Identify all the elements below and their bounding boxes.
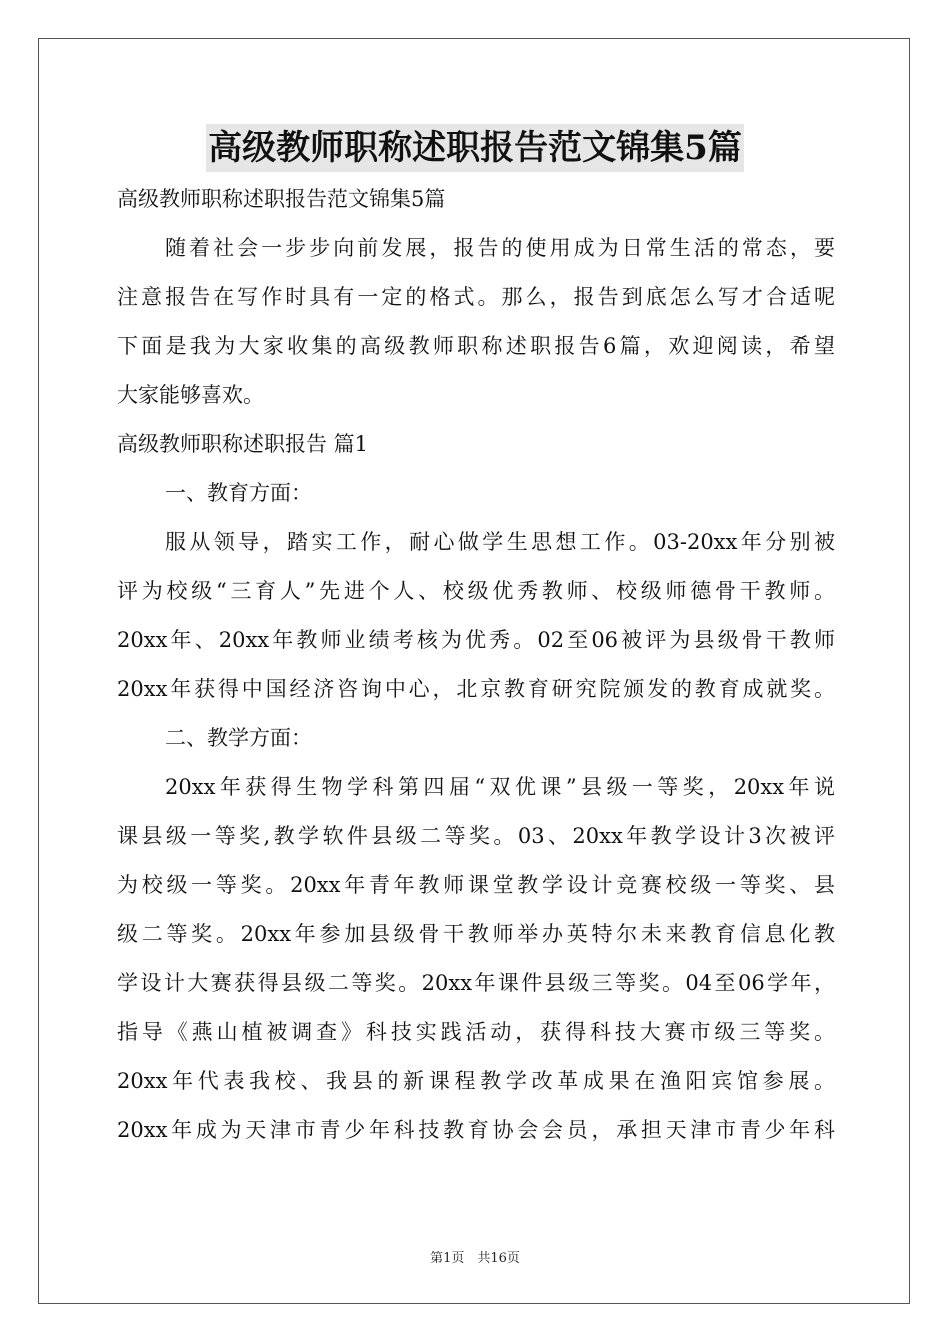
paragraph-line: 20xx年获得中国经济咨询中心，北京教育研究院颁发的教育成就奖。 xyxy=(117,677,835,701)
paragraph-line: 评为校级“三育人”先进个人、校级优秀教师、校级师德骨干教师。 xyxy=(117,579,835,603)
paragraph-line: 级二等奖。20xx年参加县级骨干教师举办英特尔未来教育信息化教 xyxy=(117,922,835,946)
paragraph-line: 学设计大赛获得县级二等奖。20xx年课件县级三等奖。04至06学年， xyxy=(117,971,835,995)
intro-line: 注意报告在写作时具有一定的格式。那么，报告到底怎么写才合适呢 xyxy=(117,285,835,309)
intro-line: 随着社会一步步向前发展，报告的使用成为日常生活的常态，要 xyxy=(165,236,835,260)
paragraph-line: 20xx年成为天津市青少年科技教育协会会员，承担天津市青少年科 xyxy=(117,1118,835,1142)
paragraph-line: 20xx年代表我校、我县的新课程教学改革成果在渔阳宾馆参展。 xyxy=(117,1069,835,1093)
paragraph-line: 20xx年获得生物学科第四届“双优课”县级一等奖，20xx年说 xyxy=(165,775,835,799)
page-footer: 第1页 共16页 xyxy=(430,1251,520,1266)
paragraph-line: 课县级一等奖,教学软件县级二等奖。03、20xx年教学设计3次被评 xyxy=(117,824,835,848)
document-body xyxy=(117,175,835,1155)
document-title: 高级教师职称述职报告范文锦集5篇 xyxy=(206,124,744,172)
intro-line: 大家能够喜欢。 xyxy=(117,383,264,407)
paragraph-line: 指导《燕山植被调查》科技实践活动，获得科技大赛市级三等奖。 xyxy=(117,1020,835,1044)
paragraph-line: 20xx年、20xx年教师业绩考核为优秀。02至06被评为县级骨干教师 xyxy=(117,628,835,652)
paragraph-line: 为校级一等奖。20xx年青年教师课堂教学设计竞赛校级一等奖、县 xyxy=(117,873,835,897)
section-heading: 二、教学方面： xyxy=(165,726,312,750)
paragraph-line: 服从领导，踏实工作，耐心做学生思想工作。03-20xx年分别被 xyxy=(165,530,835,554)
intro-line: 下面是我为大家收集的高级教师职称述职报告6篇，欢迎阅读，希望 xyxy=(117,334,835,358)
section-heading: 一、教育方面： xyxy=(165,481,312,505)
document-subtitle: 高级教师职称述职报告范文锦集5篇 xyxy=(117,187,446,211)
section-title: 高级教师职称述职报告 篇1 xyxy=(117,432,369,456)
title-container xyxy=(0,124,950,172)
